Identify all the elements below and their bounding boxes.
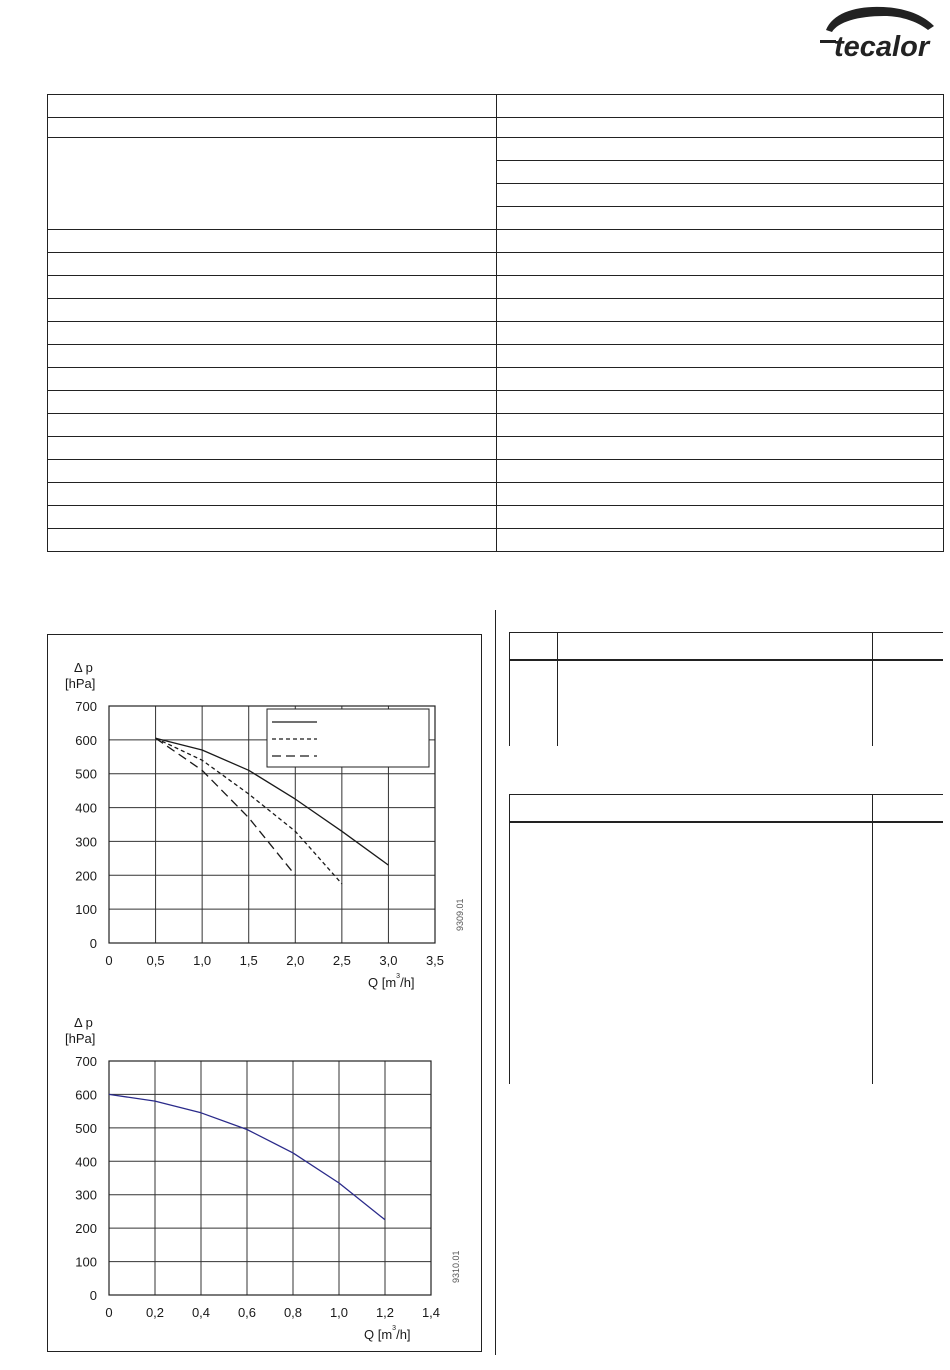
table-rule xyxy=(509,632,943,633)
table-cell xyxy=(48,368,497,391)
table-cell xyxy=(48,460,497,483)
x-axis-label xyxy=(364,1325,411,1342)
table-row xyxy=(48,299,944,322)
table-row xyxy=(48,414,944,437)
y-tick-label: 600 xyxy=(75,1087,97,1103)
y-tick-label: 400 xyxy=(75,800,97,816)
table-cell xyxy=(48,506,497,529)
table-cell xyxy=(48,299,497,322)
table-row xyxy=(48,437,944,460)
y-tick-label: 400 xyxy=(75,1154,97,1170)
table-cell xyxy=(48,118,497,138)
table-cell xyxy=(48,345,497,368)
x-tick-label: 1,5 xyxy=(239,953,258,968)
x-axis-label-sup: 3 xyxy=(392,1325,397,1332)
x-tick-label: 3,0 xyxy=(379,953,398,968)
y-tick-label: 0 xyxy=(89,936,97,951)
table-rule xyxy=(872,794,873,1084)
table-cell xyxy=(48,253,497,276)
table-cell xyxy=(497,118,944,138)
table-cell xyxy=(497,184,944,207)
y-axis-symbol: Δ p xyxy=(74,1015,93,1030)
x-axis-label xyxy=(368,973,415,990)
figure-code: 9309.01 xyxy=(455,898,465,931)
table-cell xyxy=(48,138,497,230)
spec-table xyxy=(47,94,944,552)
table-row xyxy=(48,276,944,299)
table-cell xyxy=(48,437,497,460)
x-axis-label-end: /h] xyxy=(400,975,415,990)
table-cell xyxy=(48,322,497,345)
tecalor-logo-mark xyxy=(814,4,946,62)
x-tick-label: 0,4 xyxy=(191,1305,211,1320)
table-rule xyxy=(509,821,943,823)
y-tick-label: 0 xyxy=(89,1288,97,1303)
table-cell xyxy=(497,437,944,460)
y-axis-unit: [hPa] xyxy=(65,676,96,691)
table-cell xyxy=(497,253,944,276)
table-cell xyxy=(48,529,497,552)
table-row xyxy=(48,460,944,483)
table-cell xyxy=(48,414,497,437)
table-cell xyxy=(497,161,944,184)
table-cell xyxy=(497,414,944,437)
y-tick-label: 500 xyxy=(75,766,97,782)
table-cell xyxy=(497,230,944,253)
table-row xyxy=(48,230,944,253)
table-cell xyxy=(497,138,944,161)
table-rule xyxy=(509,632,510,746)
x-axis-label-sup: 3 xyxy=(396,973,401,980)
plot-area xyxy=(109,1061,431,1295)
y-tick-label: 200 xyxy=(75,868,97,884)
brand-name: tecalor xyxy=(834,31,930,62)
y-tick-label: 100 xyxy=(75,902,97,918)
y-axis-unit: [hPa] xyxy=(65,1031,96,1046)
x-tick-label: 0 xyxy=(105,1305,113,1320)
table-row xyxy=(48,253,944,276)
table-cell xyxy=(497,529,944,552)
x-tick-label: 1,0 xyxy=(193,953,212,968)
column-divider xyxy=(495,610,496,1355)
x-axis-label-main: Q [m xyxy=(364,1327,393,1342)
table-cell xyxy=(497,506,944,529)
y-axis-symbol: Δ p xyxy=(74,660,93,675)
x-tick-label: 1,0 xyxy=(329,1305,349,1320)
table-cell xyxy=(497,299,944,322)
table-row xyxy=(48,391,944,414)
table-row xyxy=(48,118,944,138)
y-tick-label: 200 xyxy=(75,1221,97,1237)
y-tick-label: 500 xyxy=(75,1120,97,1136)
table-cell xyxy=(497,345,944,368)
table-cell xyxy=(497,483,944,506)
table-row xyxy=(48,345,944,368)
table-rule xyxy=(872,632,873,746)
table-cell xyxy=(497,368,944,391)
table-row xyxy=(48,506,944,529)
table-rule xyxy=(509,659,943,661)
table-cell xyxy=(48,483,497,506)
y-tick-label: 700 xyxy=(75,699,97,714)
table-cell xyxy=(48,391,497,414)
figure-code: 9310.01 xyxy=(451,1250,461,1283)
y-tick-label: 100 xyxy=(75,1254,97,1270)
table-rule xyxy=(509,794,510,1084)
legend-box xyxy=(267,709,429,767)
x-tick-label: 0,2 xyxy=(145,1305,165,1320)
x-axis-label-main: Q [m xyxy=(368,975,397,990)
table-cell xyxy=(497,322,944,345)
x-tick-label: 1,4 xyxy=(421,1305,441,1320)
table-row xyxy=(48,368,944,391)
table-rule xyxy=(509,794,943,795)
table-row xyxy=(48,138,944,161)
x-tick-label: 0 xyxy=(105,953,113,968)
y-tick-label: 300 xyxy=(75,834,97,850)
pump-curve-chart-1 xyxy=(48,635,481,998)
x-tick-label: 0,6 xyxy=(237,1305,257,1320)
table-row xyxy=(48,529,944,552)
table-cell xyxy=(48,276,497,299)
tecalor-logo xyxy=(814,4,946,62)
table-cell xyxy=(48,230,497,253)
table-row xyxy=(48,483,944,506)
x-tick-label: 2,0 xyxy=(286,953,305,968)
table-cell xyxy=(497,276,944,299)
y-tick-label: 300 xyxy=(75,1187,97,1203)
chart-frame-2 xyxy=(47,997,482,1352)
chart-frame-1 xyxy=(47,634,482,999)
y-tick-label: 600 xyxy=(75,732,97,748)
pump-curve-chart-2 xyxy=(48,997,481,1351)
table-cell xyxy=(48,95,497,118)
x-axis-label-end: /h] xyxy=(396,1327,411,1342)
table-cell xyxy=(497,95,944,118)
table-row xyxy=(48,322,944,345)
table-cell xyxy=(497,391,944,414)
y-tick-label: 700 xyxy=(75,1054,97,1069)
x-tick-label: 2,5 xyxy=(332,953,351,968)
table-cell xyxy=(497,460,944,483)
x-tick-label: 1,2 xyxy=(375,1305,395,1320)
x-tick-label: 0,5 xyxy=(146,953,165,968)
table-cell xyxy=(497,207,944,230)
table-row xyxy=(48,95,944,118)
table-rule xyxy=(557,632,558,746)
x-tick-label: 3,5 xyxy=(425,953,445,968)
x-tick-label: 0,8 xyxy=(283,1305,303,1320)
